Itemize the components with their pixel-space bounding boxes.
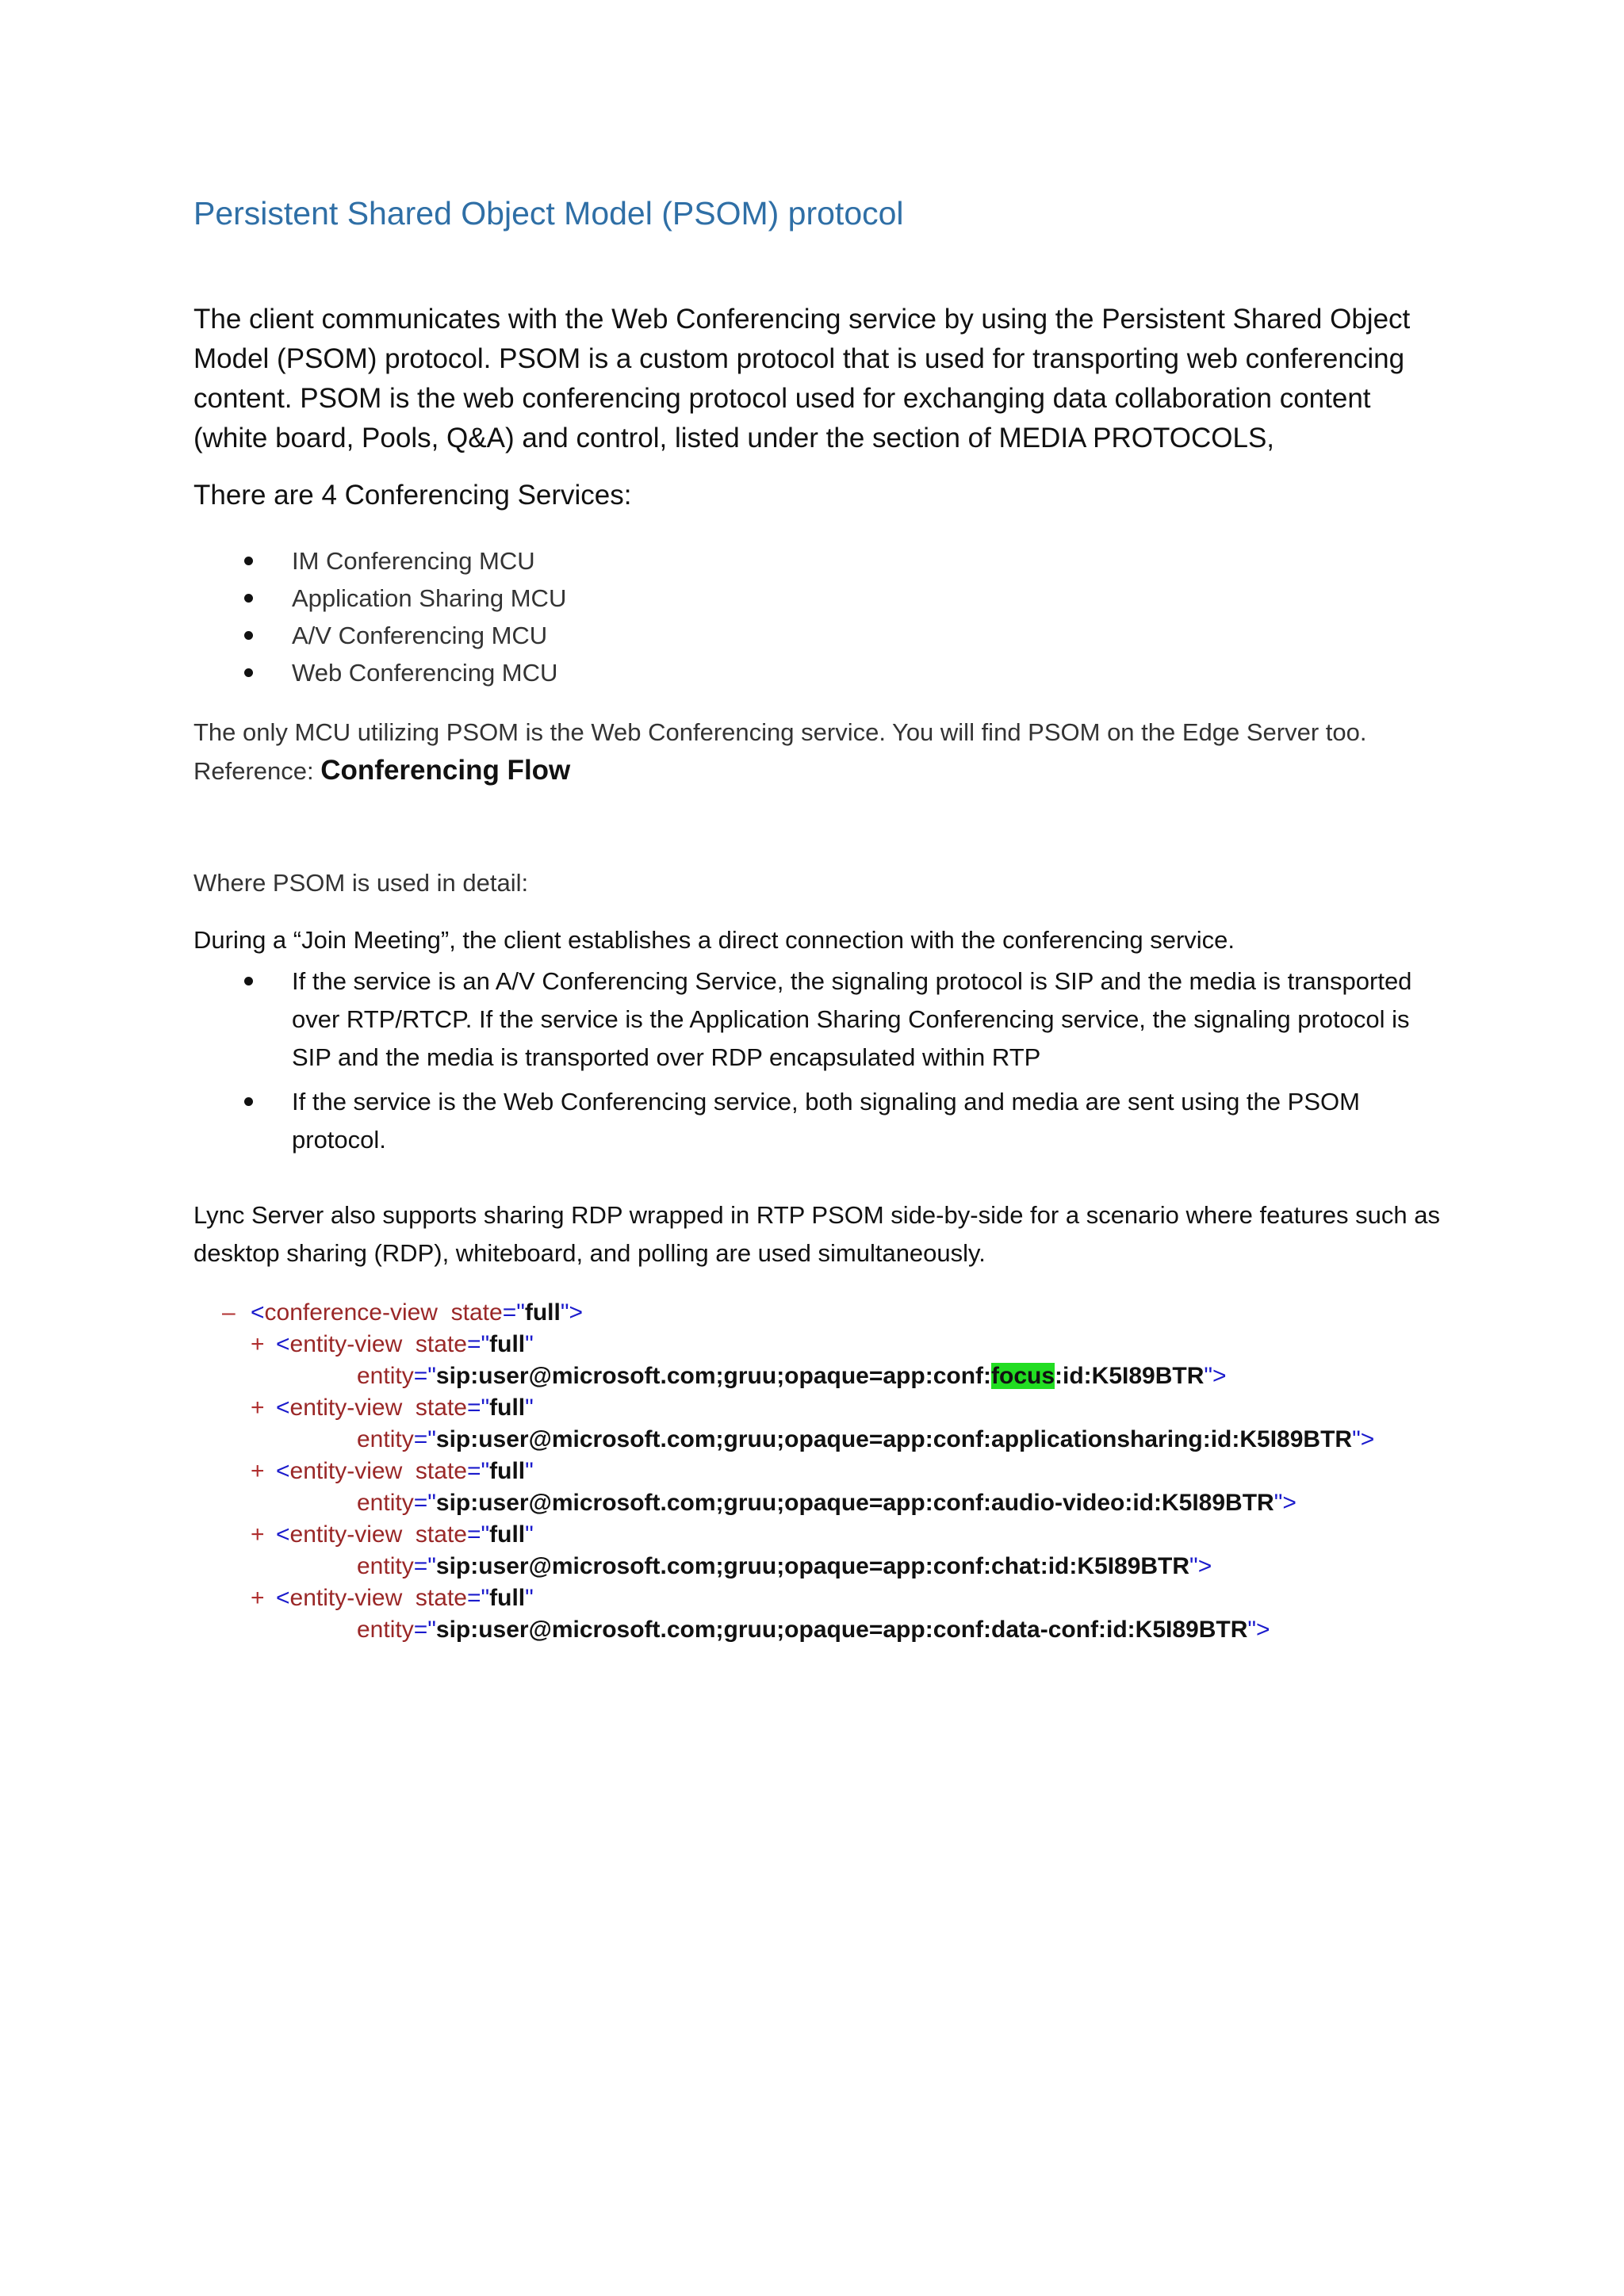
conferencing-flow-link[interactable]: Conferencing Flow [320,755,571,786]
xml-punct: " [525,1395,534,1421]
xml-tag: entity-view [289,1331,403,1357]
services-list [193,542,566,691]
expand-toggle-icon[interactable]: + [251,1331,265,1357]
xml-highlight: focus [991,1363,1055,1389]
xml-tag: conference-view [264,1299,438,1326]
xml-punct: < [276,1521,290,1548]
xml-punct: < [276,1331,290,1357]
list-item: Web Conferencing MCU [193,654,566,691]
xml-punct: =" [466,1331,490,1357]
xml-attr: entity [357,1617,414,1643]
details-list [193,962,1446,1165]
expand-toggle-icon[interactable]: + [251,1585,265,1611]
xml-code-block [193,1297,1446,1646]
xml-value: sip:user@microsoft.com;gruu;opaque=app:conf:applicationsharing:id:K5I89BTR [435,1426,1353,1452]
xml-punct: "> [1247,1617,1270,1643]
xml-punct: " [525,1521,534,1548]
xml-value: full [489,1458,526,1484]
xml-entity-attr-line [193,1551,1446,1582]
xml-entity-attr-line [193,1614,1446,1646]
xml-attr: state [402,1521,467,1548]
xml-punct: "> [1204,1363,1227,1389]
xml-attr: state [437,1299,503,1326]
xml-punct: " [525,1585,534,1611]
xml-entity-line [193,1519,1446,1551]
xml-attr: entity [357,1553,414,1579]
xml-punct: =" [413,1553,436,1579]
xml-punct: =" [466,1458,490,1484]
xml-attr: state [402,1458,467,1484]
xml-entity-attr-line [193,1424,1446,1456]
bullet-icon [244,977,253,985]
bullet-icon [244,557,253,565]
expand-toggle-icon[interactable]: + [251,1395,265,1421]
xml-punct: =" [413,1617,436,1643]
xml-value: full [489,1331,526,1357]
xml-entity-line [193,1329,1446,1360]
xml-punct: < [276,1395,290,1421]
join-meeting-text: During a “Join Meeting”, the client establishes a direct connection with the conferencing service. [193,926,1235,954]
xml-punct: "> [1274,1490,1297,1516]
xml-attr: state [402,1395,467,1421]
page-title: Persistent Shared Object Model (PSOM) protocol [193,195,904,232]
xml-attr: entity [357,1363,414,1389]
expand-toggle-icon[interactable]: + [251,1521,265,1548]
xml-tag: entity-view [289,1585,403,1611]
xml-punct: "> [1352,1426,1375,1452]
xml-entity-attr-line [193,1360,1446,1392]
xml-root-line [193,1297,1446,1329]
xml-attr: state [402,1331,467,1357]
xml-value: sip:user@microsoft.com;gruu;opaque=app:conf:chat:id:K5I89BTR [435,1553,1190,1579]
xml-punct: < [251,1299,265,1326]
bullet-icon [244,631,253,640]
xml-punct: < [276,1585,290,1611]
xml-value: full [489,1585,526,1611]
xml-punct: "> [1189,1553,1212,1579]
xml-value: sip:user@microsoft.com;gruu;opaque=app:conf:audio-video:id:K5I89BTR [435,1490,1274,1516]
xml-tag: entity-view [289,1395,403,1421]
xml-attr: state [402,1585,467,1611]
xml-attr: entity [357,1490,414,1516]
expand-toggle-icon[interactable]: + [251,1458,265,1484]
xml-value: sip:user@microsoft.com;gruu;opaque=app:conf:data-conf:id:K5I89BTR [435,1617,1248,1643]
xml-entity-line [193,1456,1446,1487]
xml-entity-attr-line [193,1487,1446,1519]
xml-punct: " [525,1331,534,1357]
services-heading: There are 4 Conferencing Services: [193,480,632,511]
xml-value: full [524,1299,561,1326]
list-item: If the service is an A/V Conferencing Service, the signaling protocol is SIP and the media is transported over RTP/RTCP. If the service is the Application Sharing Conferencing service, the signaling protocol is SIP and the media is transported over RDP encapsulated within RTP [193,962,1446,1077]
xml-punct: =" [413,1363,436,1389]
note-text: The only MCU utilizing PSOM is the Web Conferencing service. You will find PSOM on the Edge Server too. [193,718,1367,746]
where-heading: Where PSOM is used in detail: [193,869,529,897]
xml-punct: " [525,1458,534,1484]
xml-punct: =" [466,1395,490,1421]
xml-value: sip:user@microsoft.com;gruu;opaque=app:conf: [435,1363,992,1389]
list-item: If the service is the Web Conferencing service, both signaling and media are sent using the PSOM protocol. [193,1083,1446,1159]
lync-paragraph: Lync Server also supports sharing RDP wrapped in RTP PSOM side-by-side for a scenario where features such as desktop sharing (RDP), whiteboard, and polling are used simultaneously. [193,1201,1440,1267]
xml-value: full [489,1395,526,1421]
psom-note [193,714,1478,790]
list-item: Application Sharing MCU [193,580,566,617]
xml-value: full [489,1521,526,1548]
xml-value: :id:K5I89BTR [1055,1363,1205,1389]
bullet-icon [244,1097,253,1106]
xml-attr: entity [357,1426,414,1452]
list-item: A/V Conferencing MCU [193,617,566,654]
xml-entity-line [193,1392,1446,1424]
xml-punct: =" [466,1521,490,1548]
xml-tag: entity-view [289,1521,403,1548]
intro-paragraph: The client communicates with the Web Conferencing service by using the Persistent Shared Object Model (PSOM) protocol. PSOM is a custom protocol that is used for transporting web conferencing content. PSOM is the web conferencing protocol used for exchanging data collaboration content (white board, Pools, Q&A) and control, listed under the section of MEDIA PROTOCOLS, [193,304,1411,453]
xml-punct: =" [413,1426,436,1452]
xml-punct: =" [502,1299,525,1326]
xml-punct: =" [413,1490,436,1516]
collapse-toggle-icon[interactable]: – [222,1299,236,1326]
bullet-icon [244,594,253,603]
xml-tag: entity-view [289,1458,403,1484]
xml-punct: < [276,1458,290,1484]
xml-entity-line [193,1582,1446,1614]
xml-punct: =" [466,1585,490,1611]
xml-punct: "> [560,1299,584,1326]
list-item: IM Conferencing MCU [193,542,566,580]
reference-label: Reference: [193,757,321,785]
bullet-icon [244,668,253,677]
